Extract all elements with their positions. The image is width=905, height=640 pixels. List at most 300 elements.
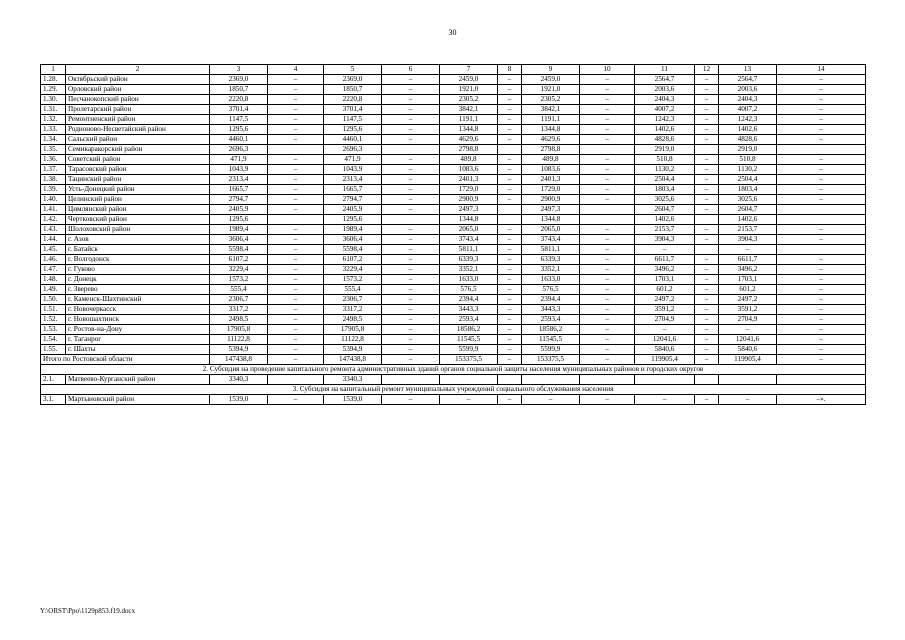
value-cell: 2153,7 <box>635 225 695 235</box>
value-cell: – <box>382 295 440 305</box>
value-cell: – <box>268 395 324 405</box>
value-cell: 2459,0 <box>440 75 498 85</box>
value-cell: – <box>695 95 719 105</box>
value-cell: – <box>382 335 440 345</box>
value-cell: – <box>580 175 635 185</box>
value-cell: – <box>580 95 635 105</box>
value-cell: 3591,2 <box>719 305 777 315</box>
value-cell: – <box>498 275 522 285</box>
value-cell: – <box>580 235 635 245</box>
value-cell: 3743,4 <box>440 235 498 245</box>
value-cell: – <box>498 335 522 345</box>
value-cell: 510,8 <box>635 155 695 165</box>
municipality-cell: Матвеево-Курганский район <box>66 375 210 385</box>
total-row <box>41 355 866 365</box>
table-row <box>41 255 866 265</box>
value-cell: – <box>580 105 635 115</box>
value-cell: – <box>498 235 522 245</box>
table-row <box>41 245 866 255</box>
value-cell <box>580 375 635 385</box>
value-cell: 5840,6 <box>719 345 777 355</box>
value-cell: – <box>695 105 719 115</box>
value-cell: – <box>268 285 324 295</box>
row-number-cell: 1.51. <box>41 305 66 315</box>
value-cell: – <box>777 175 866 185</box>
value-cell: 1573,2 <box>210 275 268 285</box>
value-cell: 1344,8 <box>522 215 580 225</box>
value-cell: – <box>695 75 719 85</box>
value-cell: 1803,4 <box>635 185 695 195</box>
value-cell: – <box>382 325 440 335</box>
value-cell: – <box>695 345 719 355</box>
value-cell: 2306,7 <box>324 295 382 305</box>
value-cell: – <box>498 85 522 95</box>
value-cell: – <box>695 155 719 165</box>
row-number-cell: 1.32. <box>41 115 66 125</box>
value-cell: 1921,0 <box>440 85 498 95</box>
value-cell: 1803,4 <box>719 185 777 195</box>
value-cell: – <box>268 305 324 315</box>
total-value-cell: – <box>268 355 324 365</box>
value-cell: 601,2 <box>635 285 695 295</box>
municipality-cell: г. Волгодонск <box>66 255 210 265</box>
value-cell: – <box>498 285 522 295</box>
value-cell: – <box>382 165 440 175</box>
value-cell: 1242,3 <box>635 115 695 125</box>
table-row <box>41 285 866 295</box>
total-value-cell: – <box>580 355 635 365</box>
value-cell: – <box>777 235 866 245</box>
value-cell: 3904,3 <box>635 235 695 245</box>
value-cell: – <box>695 315 719 325</box>
value-cell: 1989,4 <box>324 225 382 235</box>
value-cell: – <box>635 325 695 335</box>
value-cell: – <box>580 325 635 335</box>
value-cell: 2604,7 <box>719 205 777 215</box>
value-cell: 2497,3 <box>522 205 580 215</box>
value-cell: – <box>580 115 635 125</box>
column-number-header: 3 <box>210 65 268 75</box>
value-cell: 2369,0 <box>210 75 268 85</box>
value-cell: 17905,8 <box>324 325 382 335</box>
value-cell: 1130,2 <box>719 165 777 175</box>
value-cell: 1402,6 <box>635 215 695 225</box>
row-number-cell: 1.39. <box>41 185 66 195</box>
table-row <box>41 125 866 135</box>
value-cell: 5598,4 <box>324 245 382 255</box>
value-cell: – <box>498 175 522 185</box>
table-row <box>41 305 866 315</box>
value-cell: – <box>695 195 719 205</box>
value-cell: 576,5 <box>440 285 498 295</box>
column-number-header: 10 <box>580 65 635 75</box>
municipality-cell: г. Гуково <box>66 265 210 275</box>
value-cell: 2305,2 <box>440 95 498 105</box>
value-cell: – <box>580 335 635 345</box>
value-cell: 3025,6 <box>635 195 695 205</box>
value-cell: 5811,1 <box>522 245 580 255</box>
value-cell: – <box>580 85 635 95</box>
value-cell: 3606,4 <box>324 235 382 245</box>
section-3-heading-row <box>41 385 866 395</box>
value-cell: – <box>695 225 719 235</box>
value-cell: – <box>382 205 440 215</box>
value-cell: – <box>777 125 866 135</box>
value-cell: – <box>695 165 719 175</box>
value-cell <box>695 245 719 255</box>
row-number-cell: 1.54. <box>41 335 66 345</box>
value-cell: – <box>382 275 440 285</box>
table-row <box>41 315 866 325</box>
municipality-cell: Целинский район <box>66 195 210 205</box>
municipality-cell: Цимлянский район <box>66 205 210 215</box>
value-cell: – <box>382 195 440 205</box>
value-cell: – <box>268 105 324 115</box>
column-number-header: 13 <box>719 65 777 75</box>
value-cell: 1295,6 <box>324 215 382 225</box>
value-cell: – <box>777 265 866 275</box>
value-cell: – <box>268 295 324 305</box>
value-cell: 1665,7 <box>210 185 268 195</box>
value-cell: – <box>268 255 324 265</box>
value-cell: – <box>580 295 635 305</box>
value-cell: 2459,0 <box>522 75 580 85</box>
value-cell: 1130,2 <box>635 165 695 175</box>
value-cell: 1344,8 <box>440 215 498 225</box>
value-cell: 1850,7 <box>210 85 268 95</box>
value-cell: – <box>382 105 440 115</box>
value-cell: – <box>268 275 324 285</box>
municipality-cell: г. Батайск <box>66 245 210 255</box>
value-cell: 2604,7 <box>635 205 695 215</box>
value-cell: – <box>498 165 522 175</box>
table-row <box>41 335 866 345</box>
subsidy-table <box>40 64 866 405</box>
table-row <box>41 325 866 335</box>
value-cell: 1147,5 <box>210 115 268 125</box>
value-cell <box>440 375 498 385</box>
value-cell <box>268 145 324 155</box>
value-cell: 3340,3 <box>324 375 382 385</box>
total-label: Итого по Ростовской области <box>41 355 210 365</box>
row-number-cell: 1.49. <box>41 285 66 295</box>
value-cell: – <box>695 205 719 215</box>
value-cell: – <box>382 95 440 105</box>
value-cell: 1043,9 <box>210 165 268 175</box>
value-cell: 2313,4 <box>210 175 268 185</box>
value-cell: – <box>382 185 440 195</box>
value-cell: 5811,1 <box>440 245 498 255</box>
value-cell: 2065,0 <box>522 225 580 235</box>
row-number-cell: 1.33. <box>41 125 66 135</box>
value-cell <box>580 215 635 225</box>
value-cell: – <box>498 245 522 255</box>
municipality-cell: г. Каменск-Шахтинский <box>66 295 210 305</box>
value-cell: – <box>695 335 719 345</box>
total-value-cell: 147438,8 <box>324 355 382 365</box>
value-cell <box>382 215 440 225</box>
municipality-cell: г. Таганрог <box>66 335 210 345</box>
value-cell: 2798,8 <box>522 145 580 155</box>
row-number-cell: 1.46. <box>41 255 66 265</box>
value-cell <box>498 205 522 215</box>
value-cell: – <box>498 75 522 85</box>
value-cell: – <box>580 265 635 275</box>
value-cell: – <box>382 285 440 295</box>
value-cell: 1729,0 <box>440 185 498 195</box>
value-cell <box>498 375 522 385</box>
value-cell: – <box>777 185 866 195</box>
row-number-cell: 1.37. <box>41 165 66 175</box>
value-cell: 2919,0 <box>635 145 695 155</box>
column-number-header: 2 <box>66 65 210 75</box>
value-cell: – <box>268 195 324 205</box>
table-row <box>41 105 866 115</box>
municipality-cell: Песчанокопский район <box>66 95 210 105</box>
value-cell: 17905,8 <box>210 325 268 335</box>
value-cell: 4460,1 <box>324 135 382 145</box>
value-cell: 555,4 <box>324 285 382 295</box>
value-cell: 4460,1 <box>210 135 268 145</box>
value-cell: 1729,0 <box>522 185 580 195</box>
column-number-header: 9 <box>522 65 580 75</box>
value-cell: 4828,6 <box>719 135 777 145</box>
value-cell: – <box>382 265 440 275</box>
table-row <box>41 265 866 275</box>
value-cell: 1402,6 <box>719 125 777 135</box>
row-number-cell: 1.35. <box>41 145 66 155</box>
value-cell: 1703,1 <box>635 275 695 285</box>
value-cell: – <box>382 235 440 245</box>
value-cell: 2401,3 <box>522 175 580 185</box>
value-cell: 1703,1 <box>719 275 777 285</box>
value-cell: – <box>777 315 866 325</box>
value-cell: 2313,4 <box>324 175 382 185</box>
value-cell: 2220,8 <box>210 95 268 105</box>
value-cell: 1242,3 <box>719 115 777 125</box>
value-cell: – <box>382 345 440 355</box>
value-cell: 3842,1 <box>440 105 498 115</box>
total-value-cell: – <box>382 355 440 365</box>
value-cell: 2305,2 <box>522 95 580 105</box>
value-cell: – <box>382 175 440 185</box>
value-cell: – <box>695 235 719 245</box>
value-cell: – <box>719 395 777 405</box>
value-cell: – <box>580 315 635 325</box>
municipality-cell: Родионово-Несветайский район <box>66 125 210 135</box>
value-cell: – <box>382 395 440 405</box>
value-cell: 3352,1 <box>440 265 498 275</box>
value-cell: 2794,7 <box>210 195 268 205</box>
value-cell: 2405,9 <box>324 205 382 215</box>
value-cell <box>498 215 522 225</box>
value-cell: 4007,2 <box>719 105 777 115</box>
row-number-cell: 1.44. <box>41 235 66 245</box>
value-cell: – <box>580 125 635 135</box>
value-cell: 6611,7 <box>719 255 777 265</box>
value-cell: – <box>382 135 440 145</box>
value-cell: – <box>695 115 719 125</box>
table-row <box>41 155 866 165</box>
value-cell: – <box>695 325 719 335</box>
value-cell <box>695 215 719 225</box>
value-cell: – <box>580 225 635 235</box>
value-cell <box>777 245 866 255</box>
value-cell: 6611,7 <box>635 255 695 265</box>
municipality-cell: г. Донецк <box>66 275 210 285</box>
value-cell: – <box>635 395 695 405</box>
value-cell: – <box>695 275 719 285</box>
value-cell: – <box>777 165 866 175</box>
value-cell: – <box>268 245 324 255</box>
municipality-cell: Сальский район <box>66 135 210 145</box>
municipality-cell: Шолоховский район <box>66 225 210 235</box>
value-cell: 3606,4 <box>210 235 268 245</box>
value-cell: 3701,4 <box>210 105 268 115</box>
value-cell: – <box>268 115 324 125</box>
value-cell: 2900,9 <box>522 195 580 205</box>
table-row <box>41 375 866 385</box>
value-cell: 3443,3 <box>440 305 498 315</box>
page-number: 30 <box>448 28 457 37</box>
value-cell: – <box>440 395 498 405</box>
value-cell: – <box>719 245 777 255</box>
municipality-cell: Тарасовский район <box>66 165 210 175</box>
value-cell: 2704,9 <box>635 315 695 325</box>
value-cell <box>498 145 522 155</box>
value-cell: – <box>580 275 635 285</box>
value-cell: – <box>695 85 719 95</box>
value-cell: – <box>695 295 719 305</box>
column-number-header: 11 <box>635 65 695 75</box>
value-cell: 11545,5 <box>440 335 498 345</box>
value-cell: – <box>268 225 324 235</box>
value-cell: – <box>498 305 522 315</box>
table-row <box>41 115 866 125</box>
value-cell: – <box>777 325 866 335</box>
value-cell: 3443,3 <box>522 305 580 315</box>
value-cell: 3701,4 <box>324 105 382 115</box>
value-cell: – <box>580 195 635 205</box>
value-cell <box>777 205 866 215</box>
value-cell: 11122,8 <box>324 335 382 345</box>
value-cell: – <box>498 315 522 325</box>
value-cell: 1295,6 <box>210 125 268 135</box>
value-cell: 3842,1 <box>522 105 580 115</box>
value-cell: 3496,2 <box>635 265 695 275</box>
row-number-cell: 1.41. <box>41 205 66 215</box>
value-cell: 1083,6 <box>522 165 580 175</box>
value-cell <box>382 375 440 385</box>
value-cell: 2798,8 <box>440 145 498 155</box>
value-cell: 6339,3 <box>440 255 498 265</box>
table-row <box>41 85 866 95</box>
value-cell: – <box>382 85 440 95</box>
value-cell: – <box>498 125 522 135</box>
column-number-header: 1 <box>41 65 66 75</box>
value-cell: 1191,1 <box>440 115 498 125</box>
value-cell <box>777 145 866 155</box>
value-cell: 2504,4 <box>635 175 695 185</box>
column-number-header: 4 <box>268 65 324 75</box>
value-cell: 2919,0 <box>719 145 777 155</box>
value-cell: 1633,0 <box>522 275 580 285</box>
row-number-cell: 1.48. <box>41 275 66 285</box>
value-cell: 5840,6 <box>635 345 695 355</box>
column-number-header: 5 <box>324 65 382 75</box>
value-cell: – <box>382 255 440 265</box>
column-number-header: 7 <box>440 65 498 75</box>
value-cell: 3591,2 <box>635 305 695 315</box>
value-cell: 2220,8 <box>324 95 382 105</box>
value-cell: – <box>777 335 866 345</box>
value-cell: – <box>382 75 440 85</box>
value-cell: 2497,2 <box>719 295 777 305</box>
value-cell: – <box>268 335 324 345</box>
value-cell: – <box>268 345 324 355</box>
value-cell: 11122,8 <box>210 335 268 345</box>
column-number-header: 12 <box>695 65 719 75</box>
value-cell: – <box>268 315 324 325</box>
section-2-heading-row <box>41 365 866 375</box>
total-value-cell: 153375,5 <box>522 355 580 365</box>
municipality-cell: Семикаракорский район <box>66 145 210 155</box>
value-cell <box>382 145 440 155</box>
value-cell: 3317,2 <box>324 305 382 315</box>
value-cell: – <box>498 95 522 105</box>
value-cell <box>268 375 324 385</box>
value-cell: 11545,5 <box>522 335 580 345</box>
value-cell: – <box>522 395 580 405</box>
row-number-cell: 1.34. <box>41 135 66 145</box>
value-cell: – <box>498 105 522 115</box>
value-cell: 2564,7 <box>719 75 777 85</box>
value-cell: – <box>498 115 522 125</box>
value-cell: – <box>777 345 866 355</box>
row-number-cell: 1.45. <box>41 245 66 255</box>
total-value-cell: 119905,4 <box>635 355 695 365</box>
row-number-cell: 1.30. <box>41 95 66 105</box>
value-cell: 2794,7 <box>324 195 382 205</box>
footer-file-path: Y:\ORST\Ppo\1129p853.f19.docx <box>40 607 136 615</box>
column-number-header: 6 <box>382 65 440 75</box>
municipality-cell: г. Новошахтинск <box>66 315 210 325</box>
value-cell: – <box>268 135 324 145</box>
value-cell: 489,8 <box>440 155 498 165</box>
total-value-cell: 119905,4 <box>719 355 777 365</box>
value-cell: 5394,9 <box>210 345 268 355</box>
value-cell: – <box>498 255 522 265</box>
value-cell <box>777 215 866 225</box>
table-row <box>41 235 866 245</box>
value-cell: 1921,0 <box>522 85 580 95</box>
value-cell: 2497,3 <box>440 205 498 215</box>
value-cell: – <box>268 205 324 215</box>
value-cell: – <box>695 125 719 135</box>
table-row <box>41 185 866 195</box>
value-cell: 2498,5 <box>210 315 268 325</box>
municipality-cell: Октябрьский район <box>66 75 210 85</box>
value-cell: – <box>268 95 324 105</box>
value-cell: – <box>695 175 719 185</box>
value-cell: 5599,9 <box>522 345 580 355</box>
value-cell: 1191,1 <box>522 115 580 125</box>
row-number-cell: 1.36. <box>41 155 66 165</box>
value-cell: – <box>580 165 635 175</box>
total-value-cell: – <box>498 355 522 365</box>
value-cell: – <box>695 395 719 405</box>
value-cell: 1402,6 <box>719 215 777 225</box>
